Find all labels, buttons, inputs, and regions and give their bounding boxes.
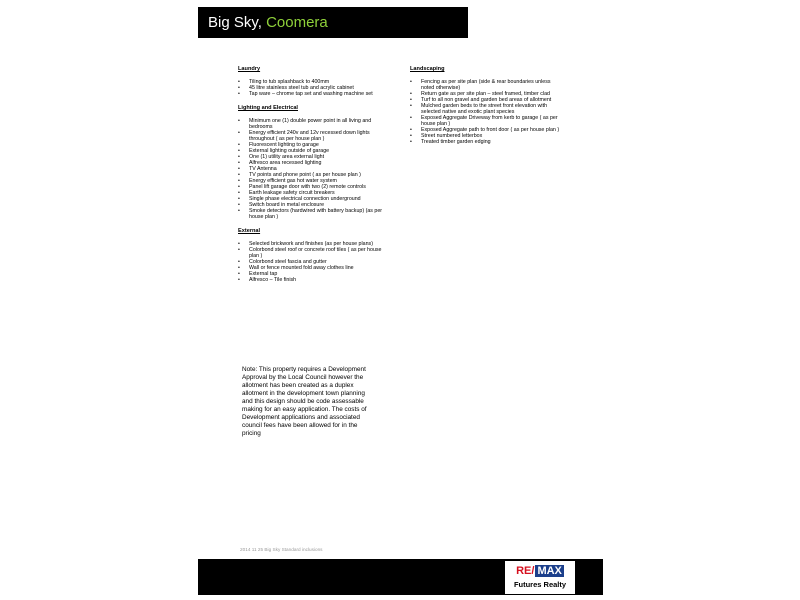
list-item: • Fencing as per site plan (side & rear boundaries unless noted otherwise) <box>410 79 560 91</box>
list-item: • Fluorescent lighting to garage <box>238 142 388 148</box>
list-item: • Tiling to tub splashback to 400mm <box>238 79 388 85</box>
header-bar <box>198 7 468 38</box>
list-item: • Wall or fence mounted fold away clothes line <box>238 265 388 271</box>
list-item: • Switch board in metal enclosure <box>238 202 388 208</box>
document-reference: 2014 11 25 Big Sky Standard inclusions <box>240 547 323 552</box>
list-item: • TV Antenna <box>238 166 388 172</box>
right-column <box>410 66 560 153</box>
landscaping-list <box>410 79 560 145</box>
remax-wordmark <box>510 563 570 578</box>
list-item: • Selected brickwork and finishes (as per house plans) <box>238 241 388 247</box>
list-item: • Alfresco area recessed lighting <box>238 160 388 166</box>
title-accent: Coomera <box>266 14 328 31</box>
list-item: • Treated timber garden edging <box>410 139 560 145</box>
list-item: • Earth leakage safety circuit breakers <box>238 190 388 196</box>
section-title-lighting: Lighting and Electrical <box>238 105 298 111</box>
logo-max: MAX <box>537 564 562 577</box>
section-title-laundry: Laundry <box>238 66 261 72</box>
remax-logo <box>505 561 575 594</box>
list-item: • Mulched garden beds to the street front elevation with selected native and exotic plant species <box>410 103 560 115</box>
external-list <box>238 241 388 283</box>
list-item: • One (1) utility area external light <box>238 154 388 160</box>
list-item: • Tap ware – chrome tap set and washing machine set <box>238 91 388 97</box>
list-item: • Colorbond steel fascia and gutter <box>238 259 388 265</box>
title-main: Big Sky, <box>208 14 267 31</box>
list-item: • Energy efficient gas hot water system <box>238 178 388 184</box>
list-item: • TV points and phone point ( as per house plan ) <box>238 172 388 178</box>
list-item: • Single phase electrical connection underground <box>238 196 388 202</box>
page-title <box>208 14 328 31</box>
list-item: • Colorbond steel roof or concrete roof tiles ( as per house plan ) <box>238 247 388 259</box>
list-item: • Return gate as per site plan – steel framed, timber clad <box>410 91 560 97</box>
list-item: • Street numbered letterbox <box>410 133 560 139</box>
list-item: • Exposed Aggregate path to front door ( as per house plan ) <box>410 127 560 133</box>
list-item: • Smoke detectors (hardwired with battery backup) (as per house plan ) <box>238 208 388 220</box>
list-item: • Minimum one (1) double power point in all living and bedrooms <box>238 118 388 130</box>
laundry-list <box>238 79 388 97</box>
footer-bar <box>198 559 603 595</box>
lighting-list <box>238 118 388 220</box>
list-item: • Alfresco – Tile finish <box>238 277 388 283</box>
logo-re: RE <box>516 564 532 577</box>
document-page <box>198 0 603 600</box>
list-item: • 45 litre stainless steel tub and acrylic cabinet <box>238 85 388 91</box>
list-item: • Panel lift garage door with two (2) remote controls <box>238 184 388 190</box>
section-title-landscaping: Landscaping <box>410 66 445 72</box>
logo-slash: / <box>531 564 535 577</box>
list-item: • External tap <box>238 271 388 277</box>
list-item: • Turf to all non gravel and garden bed areas of allotment <box>410 97 560 103</box>
list-item: • External lighting outside of garage <box>238 148 388 154</box>
list-item: • Energy efficient 240v and 12v recessed down lights throughout ( as per house plan ) <box>238 130 388 142</box>
list-item: • Exposed Aggregate Driveway from kerb to garage ( as per house plan ) <box>410 115 560 127</box>
left-column <box>238 66 388 291</box>
section-title-external: External <box>238 228 261 234</box>
development-approval-note: Note: This property requires a Development Approval by the Local Council however the allotment has been created as a duplex allotment in the development town planning and this design should be code assessable making for an easy application. The costs of Development applications and associated council fees have been allowed for in the pricing <box>242 366 367 437</box>
logo-subtitle: Futures Realty <box>513 580 567 589</box>
